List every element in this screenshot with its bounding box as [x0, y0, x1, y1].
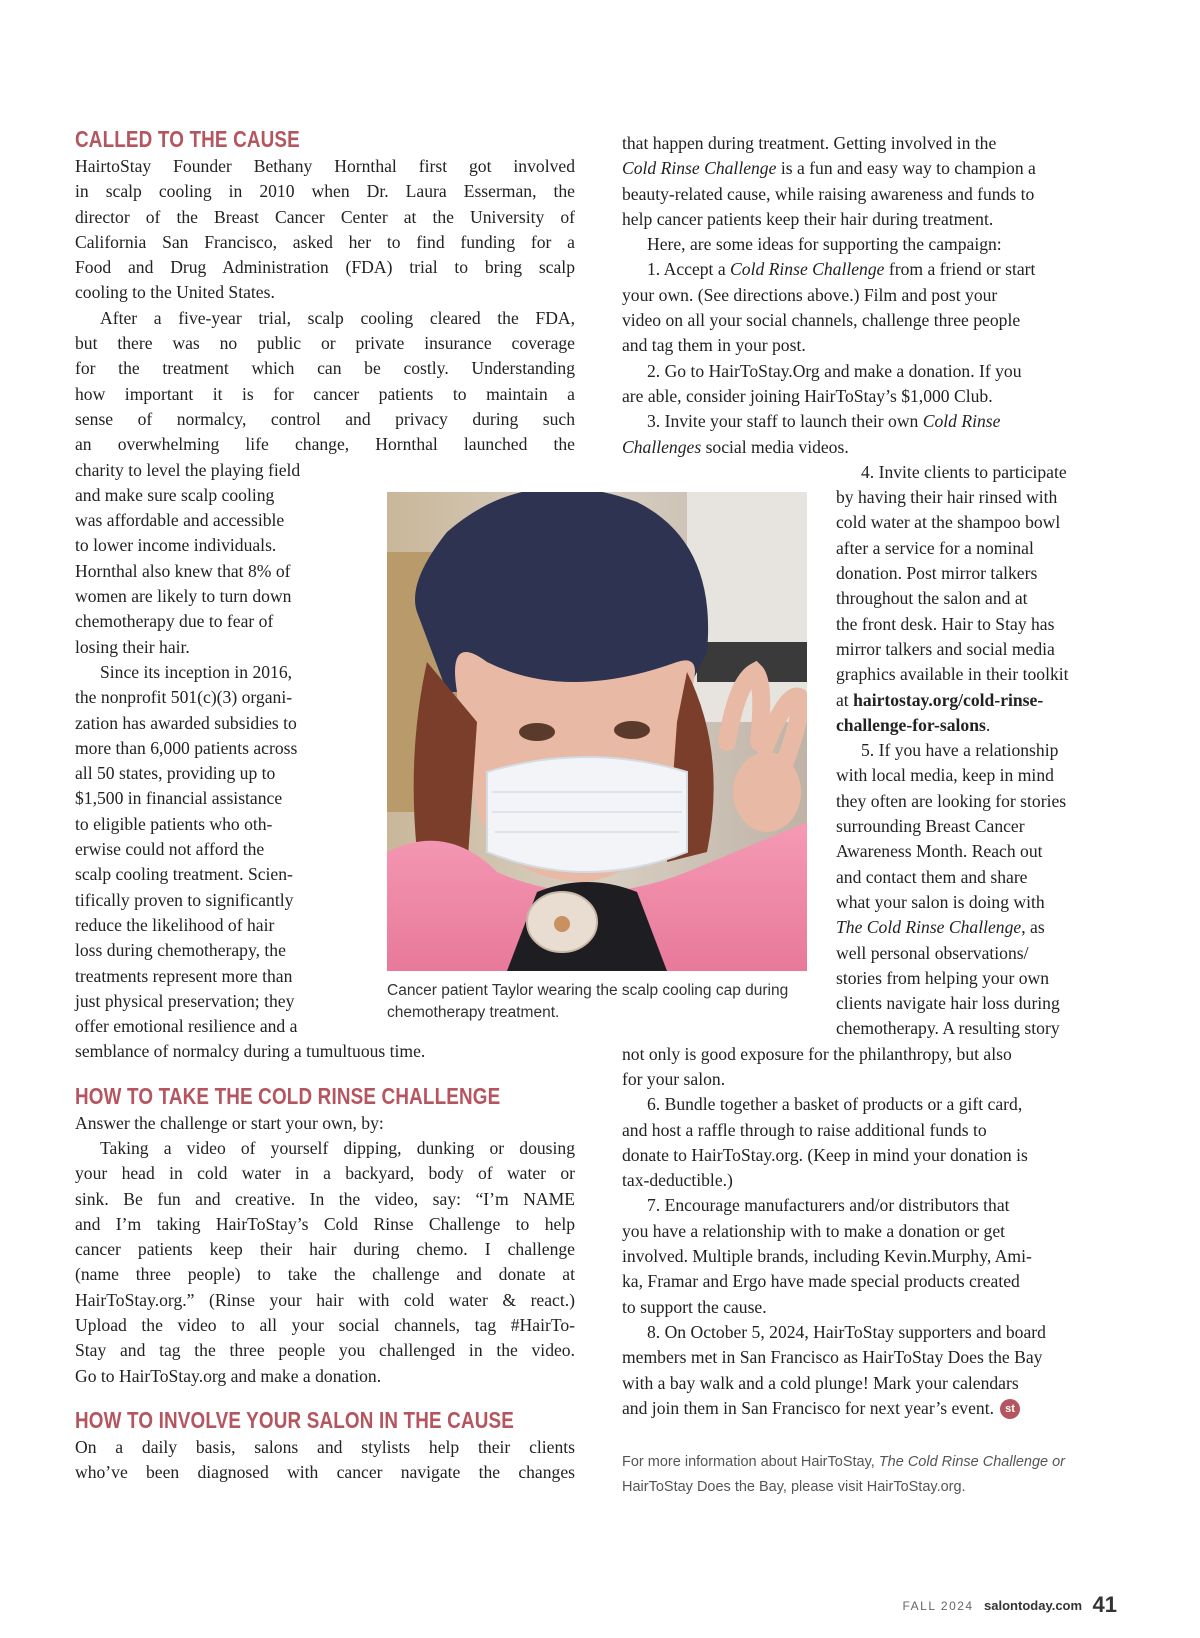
title-italic: Cold Rinse Challenge [730, 259, 885, 280]
list-item-8 [622, 1320, 1122, 1421]
text-line: to lower income individuals. [75, 535, 277, 556]
text-line: Since its inception in 2016, [100, 661, 293, 682]
text-line: 6. Bundle together a basket of products or a gift card, [647, 1094, 1023, 1115]
text-line: 8. On October 5, 2024, HairToStay supporters and board [647, 1321, 1046, 1342]
text-line: (name three people) to take the challenge and donate at [75, 1264, 575, 1285]
text-line: they often are looking for stories [836, 790, 1067, 811]
text-line: are able, consider joining HairToStay’s $1,000 Club. [622, 385, 993, 406]
text-line: was affordable and accessible [75, 510, 285, 531]
toolkit-link[interactable]: hairtostay.org/cold-rinse- [853, 689, 1044, 710]
salon-today-logo-icon: st [1000, 1399, 1020, 1419]
text-line [836, 688, 1110, 713]
text-span: 3. Invite your staff to launch their own [647, 411, 923, 432]
text-line: video on all your social channels, challenge three people [622, 310, 1021, 331]
heading-involve-your-salon: HOW TO INVOLVE YOUR SALON IN THE CAUSE [75, 1406, 515, 1433]
caption-line: chemotherapy treatment. [387, 1004, 560, 1021]
text-line: and contact them and share [836, 866, 1028, 887]
site-name: salontoday.com [984, 1598, 1083, 1613]
text-line: Food and Drug Administration (FDA) trial to bring scalp [75, 257, 575, 278]
note-line: HairToStay Does the Bay, please visit HairToStay.org. [622, 1479, 966, 1495]
text-line: On a daily basis, salons and stylists help their clients [75, 1436, 575, 1457]
text-line: cold water at the shampoo bowl [836, 512, 1061, 533]
text-line: reduce the likelihood of hair [75, 914, 275, 935]
text-line: chemotherapy. A resulting story [836, 1018, 1060, 1039]
para-inception [75, 660, 359, 1039]
issue-season: FALL 2024 [902, 1599, 974, 1613]
text-line: members met in San Francisco as HairToStay Does the Bay [622, 1347, 1043, 1368]
text-line: you have a relationship with to make a donation or get [622, 1220, 1006, 1241]
text-line: ka, Framar and Ergo have made special products created [622, 1271, 1020, 1292]
text-line: your head in cold water in a backyard, body of water or [75, 1163, 575, 1184]
text-line: involved. Multiple brands, including Kevin.Murphy, Ami- [622, 1246, 1032, 1267]
title-italic: The Cold Rinse Challenge or [878, 1454, 1065, 1470]
page-footer [902, 1592, 1117, 1618]
para-trial [75, 306, 575, 458]
text-line: Upload the video to all your social channels, tag #HairTo- [75, 1315, 575, 1336]
text-line: donation. Post mirror talkers [836, 563, 1038, 584]
text-line: well personal observations/ [836, 942, 1029, 963]
text-line: to eligible patients who oth- [75, 813, 273, 834]
text-line: all 50 states, providing up to [75, 763, 276, 784]
text-line: help cancer patients keep their hair during treatment. [622, 208, 994, 229]
toolkit-link-cont[interactable]: challenge-for-salons [836, 714, 986, 735]
text-line: beauty-related cause, while raising awareness and funds to [622, 183, 1035, 204]
text-line: Hornthal also knew that 8% of [75, 560, 291, 581]
text-span: . [985, 714, 991, 735]
text-line: Answer the challenge or start your own, by: [75, 1112, 384, 1133]
text-line: tifically proven to significantly [75, 889, 294, 910]
text-line: loss during chemotherapy, the [75, 940, 286, 961]
text-line: sense of normalcy, control and privacy during such [75, 408, 575, 429]
text-line: for the treatment which can be costly. Understanding [75, 358, 575, 379]
list-item-3 [622, 409, 1122, 460]
list-item-5-cont [622, 1042, 1122, 1093]
list-item-2 [622, 359, 1122, 410]
text-line: after a service for a nominal [836, 537, 1034, 558]
text-line: just physical preservation; they [75, 990, 295, 1011]
text-line: Stay and tag the three people you challenged in the video. [75, 1340, 575, 1361]
text-span: For more information about HairToStay, [622, 1454, 879, 1470]
title-italic: Challenges [622, 436, 702, 457]
text-span: 1. Accept a [647, 259, 731, 280]
title-italic: The Cold Rinse Challenge [836, 917, 1022, 938]
text-span: social media videos. [701, 436, 849, 457]
text-line [622, 1396, 1122, 1421]
text-line: how important it is for cancer patients to maintain a [75, 383, 575, 404]
para-treatment [622, 131, 1122, 257]
text-line: cancer patients keep their hair during chemo. I challenge [75, 1239, 575, 1260]
patient-photo [387, 492, 807, 971]
text-line: in scalp cooling in 2010 when Dr. Laura Esserman, the [75, 181, 575, 202]
title-italic: Cold Rinse Challenge [622, 158, 777, 179]
list-item-4 [836, 460, 1110, 738]
more-information-note [622, 1450, 1102, 1500]
text-line: 5. If you have a relationship [861, 740, 1059, 761]
text-line: not only is good exposure for the philanthropy, but also [622, 1043, 1012, 1064]
text-span: from a friend or start [884, 259, 1036, 280]
text-line: Awareness Month. Reach out [836, 841, 1043, 862]
para-charity [75, 458, 359, 660]
text-span: and join them in San Francisco for next year’s event. [622, 1397, 994, 1418]
text-span: is a fun and easy way to champion a [776, 158, 1036, 179]
text-line: that happen during treatment. Getting involved in the [622, 133, 997, 153]
text-line: director of the Breast Cancer Center at the University of [75, 206, 575, 227]
text-line: for your salon. [622, 1068, 726, 1089]
para-video-instructions [75, 1136, 575, 1389]
text-line: and tag them in your post. [622, 335, 806, 356]
text-line: Here, are some ideas for supporting the campaign: [647, 234, 1002, 255]
text-line: but there was no public or private insurance coverage [75, 333, 575, 354]
text-line: zation has awarded subsidies to [75, 712, 297, 733]
text-line: who’ve been diagnosed with cancer navigate the changes [75, 1462, 575, 1483]
text-line: throughout the salon and at [836, 588, 1028, 609]
text-line [622, 435, 1122, 460]
note-line [622, 1450, 1102, 1475]
patient-photo-illustration [387, 492, 807, 971]
list-item-1 [622, 257, 1122, 358]
caption-line: Cancer patient Taylor wearing the scalp cooling cap during [387, 982, 789, 999]
text-line [836, 713, 1110, 738]
text-line: tax-deductible.) [622, 1170, 733, 1191]
text-line: offer emotional resilience and a [75, 1016, 298, 1037]
text-line: erwise could not afford the [75, 839, 265, 860]
heading-how-to-take-challenge: HOW TO TAKE THE COLD RINSE CHALLENGE [75, 1082, 501, 1109]
photo-caption [387, 980, 817, 1024]
text-line: semblance of normalcy during a tumultuous time. [75, 1041, 426, 1062]
text-span: , as [1021, 917, 1045, 938]
text-line: After a five-year trial, scalp cooling cleared the FDA, [100, 307, 575, 328]
text-line: treatments represent more than [75, 965, 293, 986]
text-line: Taking a video of yourself dipping, dunking or dousing [100, 1137, 575, 1158]
para-daily-basis [75, 1435, 575, 1486]
text-line: donate to HairToStay.org. (Keep in mind your donation is [622, 1144, 1028, 1165]
title-italic: Cold Rinse [922, 411, 1001, 432]
text-line: Go to HairToStay.org and make a donation. [75, 1365, 382, 1386]
list-item-6 [622, 1092, 1122, 1193]
text-line: charity to level the playing field [75, 459, 301, 480]
text-line [622, 409, 1122, 434]
text-line: HairtoStay Founder Bethany Hornthal first got involved [75, 156, 575, 176]
text-span: at [836, 689, 854, 710]
text-line: HairToStay.org.” (Rinse your hair with cold water & react.) [75, 1289, 575, 1310]
text-line: women are likely to turn down [75, 586, 292, 607]
text-line: losing their hair. [75, 636, 190, 657]
text-line: graphics available in their toolkit [836, 664, 1069, 685]
text-line: more than 6,000 patients across [75, 737, 298, 758]
text-line: with a bay walk and a cold plunge! Mark your calendars [622, 1372, 1019, 1393]
text-line: with local media, keep in mind [836, 765, 1054, 786]
text-line: an overwhelming life change, Hornthal launched the [75, 434, 575, 455]
list-item-5 [836, 738, 1110, 1042]
text-line: stories from helping your own [836, 967, 1050, 988]
text-line: California San Francisco, asked her to find funding for a [75, 231, 575, 252]
text-line: cooling to the United States. [75, 282, 275, 303]
para-founder [75, 154, 575, 306]
text-line: 4. Invite clients to participate [861, 461, 1067, 482]
text-line: the nonprofit 501(c)(3) organi- [75, 687, 293, 708]
text-line: what your salon is doing with [836, 891, 1045, 912]
text-line: and host a raffle through to raise additional funds to [622, 1119, 987, 1140]
text-line: and I’m taking HairToStay’s Cold Rinse Challenge to help [75, 1213, 575, 1234]
text-line: $1,500 in financial assistance [75, 788, 283, 809]
text-line: surrounding Breast Cancer [836, 816, 1025, 837]
text-line: clients navigate hair loss during [836, 993, 1060, 1014]
heading-called-to-the-cause: CALLED TO THE CAUSE [75, 126, 300, 152]
page-number: 41 [1092, 1592, 1117, 1617]
text-line: to support the cause. [622, 1296, 767, 1317]
text-line: by having their hair rinsed with [836, 487, 1058, 508]
text-line: the front desk. Hair to Stay has [836, 613, 1055, 634]
text-line: scalp cooling treatment. Scien- [75, 864, 293, 885]
text-line [622, 257, 1122, 282]
text-line: mirror talkers and social media [836, 638, 1055, 659]
text-line [622, 156, 1122, 181]
list-item-7 [622, 1193, 1122, 1319]
text-line: your own. (See directions above.) Film and post your [622, 284, 998, 305]
text-line: 7. Encourage manufacturers and/or distributors that [647, 1195, 1010, 1216]
text-line: 2. Go to HairToStay.Org and make a donation. If you [647, 360, 1022, 381]
text-line: sink. Be fun and creative. In the video, say: “I’m NAME [75, 1188, 575, 1209]
text-line: chemotherapy due to fear of [75, 611, 274, 632]
text-line [836, 915, 1110, 940]
text-line: and make sure scalp cooling [75, 484, 275, 505]
